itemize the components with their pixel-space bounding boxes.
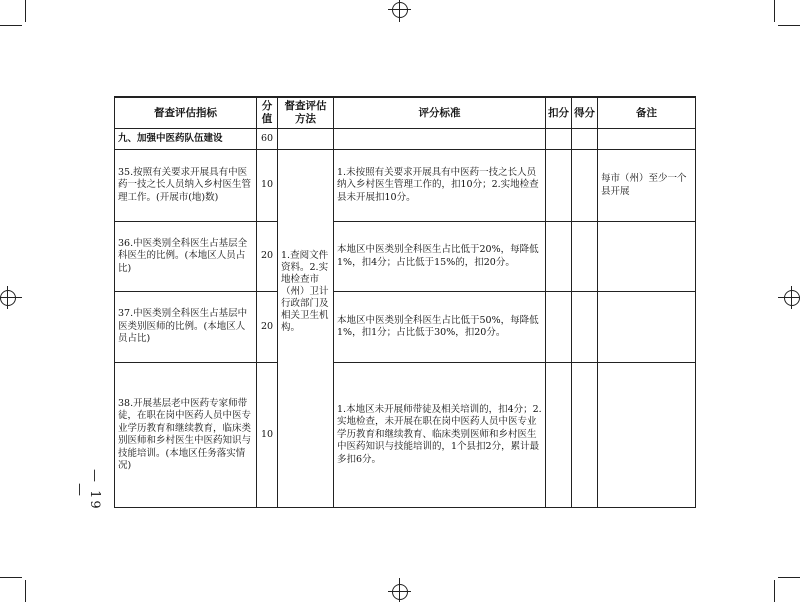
table-row	[115, 292, 696, 363]
header-got: 得分	[572, 97, 598, 129]
header-method: 督查评估方法	[278, 97, 334, 129]
registration-line-right-v	[791, 286, 792, 309]
row-standard: 本地区中医类别全科医生占比低于20%，每降低1%，扣4分；占比低于15%的，扣20分。	[334, 222, 546, 292]
row-note: 每市（州）至少一个县开展	[598, 150, 696, 222]
section-title: 九、加强中医药队伍建设	[115, 129, 257, 150]
section-score: 60	[257, 129, 278, 150]
registration-mark-right	[784, 290, 800, 306]
row-got	[572, 363, 598, 508]
row-deduct	[546, 150, 572, 222]
table-row	[115, 363, 696, 508]
crop-mark-tl-v	[25, 0, 26, 22]
row-standard: 本地区中医类别全科医生占比低于50%，每降低1%，扣1分；占比低于30%，扣20分。	[334, 292, 546, 363]
table-row	[115, 150, 696, 222]
row-indicator: 38.开展基层老中医药专家师带徒，在职在岗中医药人员中医专业学历教育和继续教育，临床类别医师和乡村医生中医药知识与技能培训。(本地区任务落实情况)	[115, 363, 257, 508]
row-got	[572, 222, 598, 292]
registration-line-left-v	[7, 286, 8, 309]
registration-line-right-h	[778, 297, 800, 298]
row-deduct	[546, 292, 572, 363]
row-note	[598, 222, 696, 292]
section-method-cell	[278, 129, 334, 150]
registration-mark-bottom	[392, 584, 408, 600]
evaluation-table	[114, 96, 696, 508]
row-deduct	[546, 222, 572, 292]
row-note	[598, 363, 696, 508]
row-standard: 1.未按照有关要求开展具有中医药一技之长人员纳入乡村医生管理工作的，扣10分；2.实地检查县未开展扣10分。	[334, 150, 546, 222]
crop-mark-bl-v	[25, 580, 26, 602]
registration-line-top-h	[388, 9, 411, 10]
row-got	[572, 150, 598, 222]
section-row	[115, 129, 696, 150]
registration-line-bottom-h	[388, 591, 411, 592]
crop-mark-tr-v	[774, 0, 775, 22]
crop-mark-br-h	[778, 577, 800, 578]
method-cell	[278, 222, 334, 363]
row-got	[572, 292, 598, 363]
section-deduct-cell	[546, 129, 572, 150]
row-score: 20	[257, 222, 278, 292]
section-standard-cell	[334, 129, 546, 150]
row-method-top	[278, 150, 334, 222]
row-method-bottom	[278, 363, 334, 508]
registration-line-left-h	[0, 297, 22, 298]
row-note	[598, 292, 696, 363]
header-standard: 评分标准	[334, 97, 546, 129]
header-note: 备注	[598, 97, 696, 129]
header-deduct: 扣分	[546, 97, 572, 129]
row-indicator: 37.中医类别全科医生占基层中医类别医师的比例。(本地区人员占比)	[115, 292, 257, 363]
registration-mark-top	[392, 2, 408, 18]
crop-mark-tl-h	[0, 25, 22, 26]
row-deduct	[546, 363, 572, 508]
row-score: 10	[257, 363, 278, 508]
section-got-cell	[572, 129, 598, 150]
table-header-row	[115, 97, 696, 129]
crop-mark-bl-h	[0, 577, 22, 578]
section-note-cell	[598, 129, 696, 150]
table-row	[115, 222, 696, 292]
row-indicator: 35.按照有关要求开展具有中医药一技之长人员纳入乡村医生管理工作。(开展市(地)数)	[115, 150, 257, 222]
row-score: 20	[257, 292, 278, 363]
crop-mark-br-v	[774, 580, 775, 602]
crop-mark-tr-h	[778, 25, 800, 26]
page-number: — 19 —	[72, 469, 102, 511]
registration-mark-left	[0, 290, 16, 306]
row-indicator: 36.中医类别全科医生占基层全科医生的比例。(本地区人员占比)	[115, 222, 257, 292]
header-score: 分值	[257, 97, 278, 129]
header-indicator: 督查评估指标	[115, 97, 257, 129]
row-score: 10	[257, 150, 278, 222]
registration-line-bottom-v	[399, 578, 400, 602]
method-text: 1.查阅文件资料。2.实地检查市（州）卫计行政部门及相关卫生机构。	[281, 250, 329, 333]
row-standard: 1.本地区未开展师带徒及相关培训的，扣4分；2.实地检查，未开展在职在岗中医药人员中医专业学历教育和继续教育、临床类别医师和乡村医生中医药知识与技能培训的，1个县扣2分，累计最多扣6分。	[334, 363, 546, 508]
registration-line-top-v	[399, 0, 400, 22]
